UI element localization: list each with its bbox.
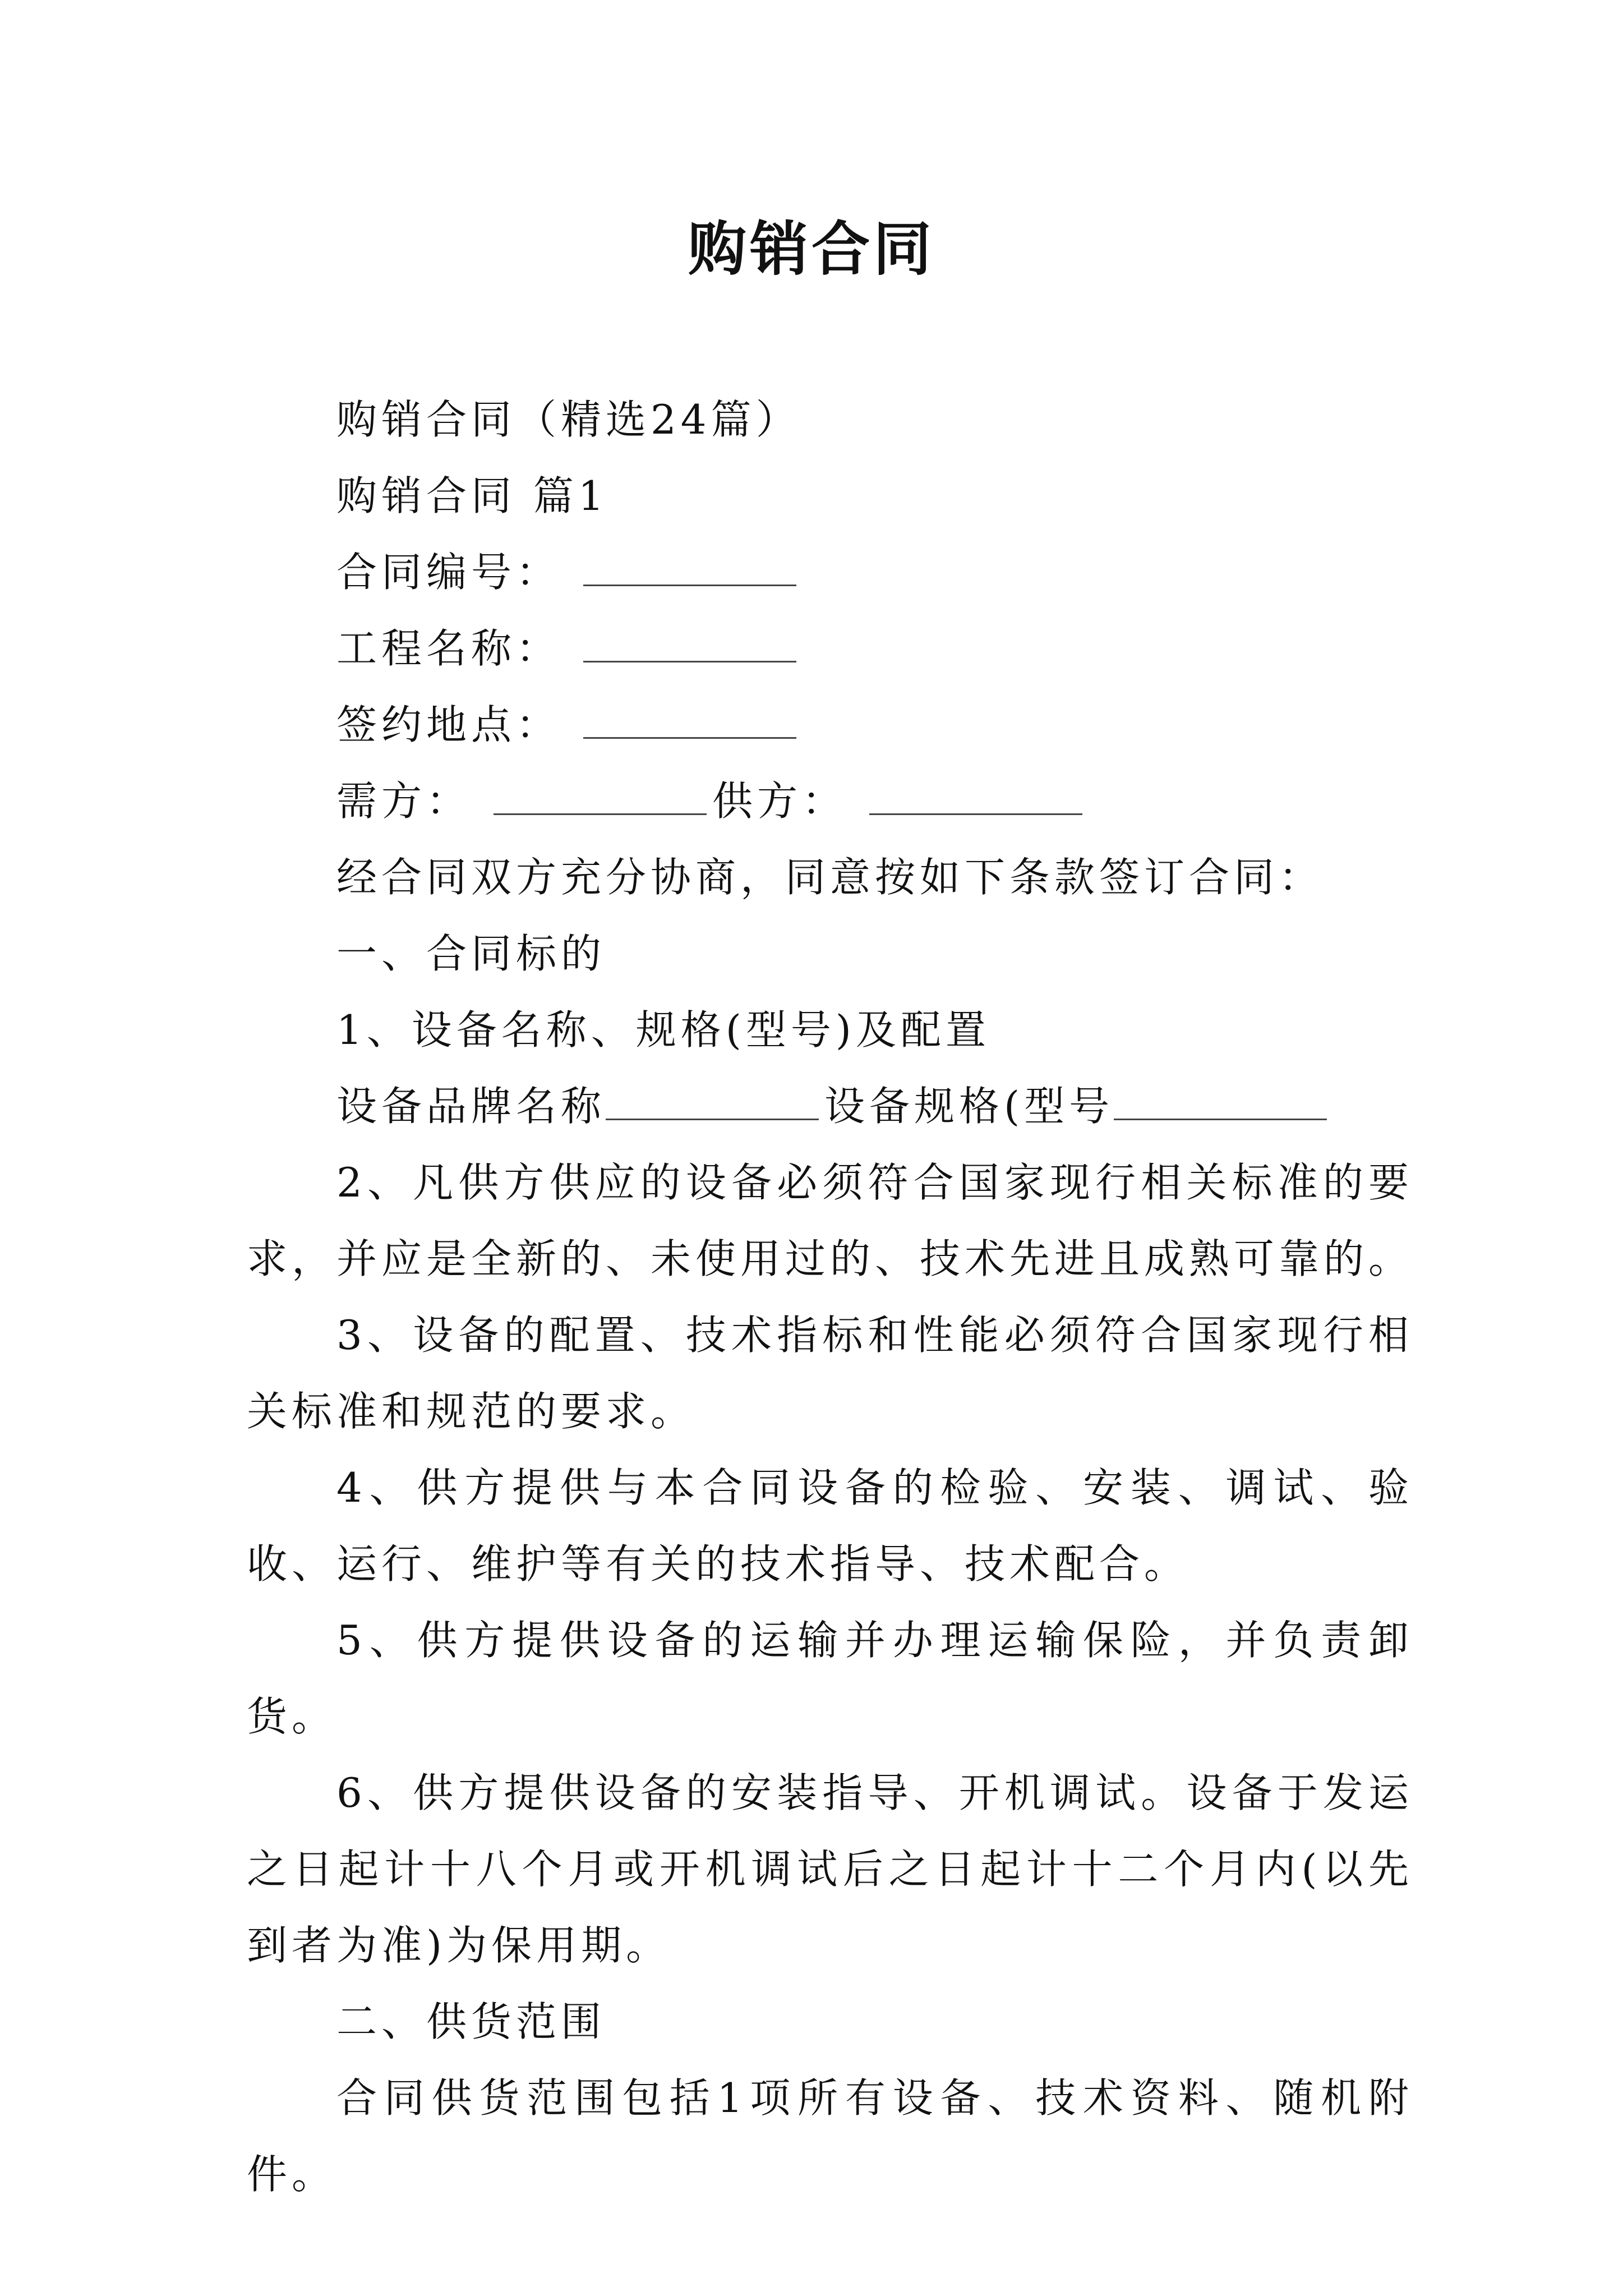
signing-place-blank (583, 703, 796, 739)
model-label: 设备规格(型号 (824, 1083, 1114, 1130)
clause-1-1: 1、设备名称、规格(型号)及配置 (336, 1006, 990, 1053)
clause-heading-1: 一、合同标的 (336, 930, 606, 977)
brand-blank (606, 1085, 819, 1120)
clause-1-6: 6、供方提供设备的安装指导、开机调试。设备于发运之日起计十八个月或开机调试后之日起计十二个月内(以先到者为准)为保用期。 (247, 1769, 1413, 1969)
clause-1-5: 5、供方提供设备的运输并办理运输保险，并负责卸货。 (247, 1617, 1413, 1740)
clause-heading-2: 二、供货范围 (336, 1998, 606, 2045)
model-blank (1114, 1085, 1327, 1120)
project-name-blank (583, 627, 796, 662)
clause-1-3: 3、设备的配置、技术指标和性能必须符合国家现行相关标准和规范的要求。 (247, 1312, 1413, 1435)
clause-1-2: 2、凡供方供应的设备必须符合国家现行相关标准的要求，并应是全新的、未使用过的、技术先进且成熟可靠的。 (247, 1159, 1414, 1282)
equipment-row (247, 1068, 1413, 1144)
brand-label: 设备品牌名称 (336, 1083, 606, 1130)
project-name-row (247, 610, 1413, 687)
buyer-blank (494, 780, 707, 815)
parties-row (247, 763, 1413, 839)
contract-number-blank (583, 551, 796, 586)
agreement-intro: 经合同双方充分协商，同意按如下条款签订合同： (336, 854, 1324, 901)
signing-place-row (247, 687, 1413, 763)
contract-number-row (247, 534, 1413, 610)
supplier-label: 供方： (712, 777, 847, 825)
buyer-label: 需方： (336, 777, 472, 825)
signing-place-label: 签约地点： (336, 701, 561, 748)
clause-1-4: 4、供方提供与本合同设备的检验、安装、调试、验收、运行、维护等有关的技术指导、技术配合。 (247, 1464, 1413, 1588)
clause-2-1: 合同供货范围包括1项所有设备、技术资料、随机附件。 (247, 2074, 1413, 2198)
subtitle-line: 购销合同（精选24篇） (336, 396, 801, 443)
contract-number-label: 合同编号： (336, 549, 561, 596)
document-body (247, 381, 1413, 2212)
document-title: 购销合同 (688, 215, 935, 283)
supplier-blank (869, 780, 1082, 815)
project-name-label: 工程名称： (336, 625, 561, 672)
section-heading-1: 购销合同 篇1 (336, 472, 608, 519)
